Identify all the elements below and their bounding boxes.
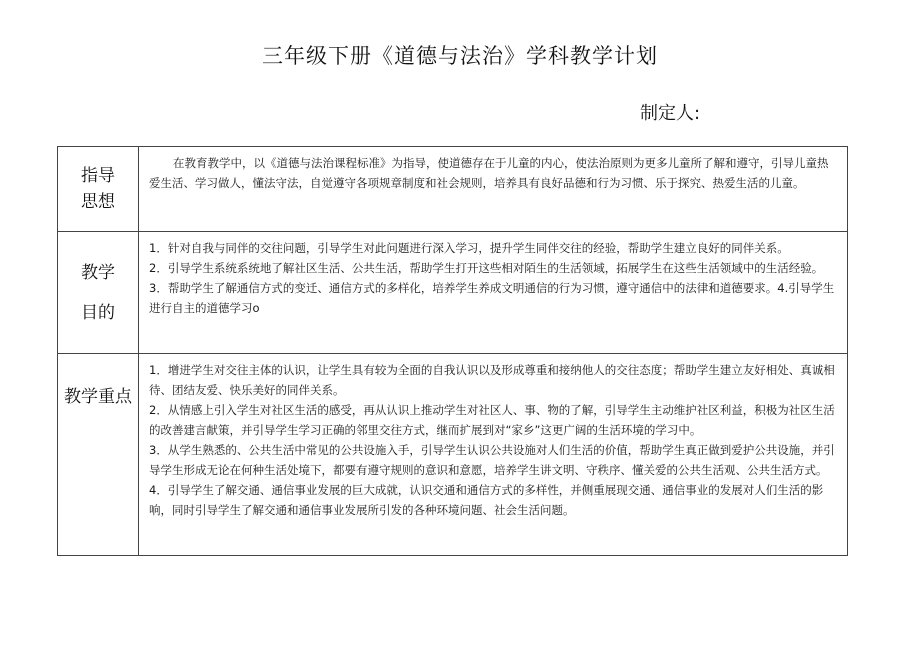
row-label-teaching-goals	[58, 232, 139, 354]
table-row	[58, 147, 848, 232]
row-label-guiding-thought	[58, 147, 139, 232]
label-line: 目的	[81, 302, 115, 323]
guiding-thought-content	[139, 147, 848, 232]
list-item: 1．增进学生对交往主体的认识，让学生具有较为全面的自我认识以及形成尊重和接纳他人的交往态度；帮助学生建立友好相处、真诚相待、团结友爱、快乐美好的同伴关系。	[149, 363, 835, 397]
plan-table	[57, 146, 848, 556]
list-item: 1．针对自我与同伴的交往问题，引导学生对此问题进行深入学习，提升学生同伴交往的经验，帮助学生建立良好的同伴关系。	[149, 241, 789, 255]
teaching-goals-content	[139, 232, 848, 354]
guiding-thought-paragraph: 在教育教学中，以《道德与法治课程标准》为指导，使道德存在于儿童的内心，使法治原则为更多儿童所了解和遵守，引导儿童热爱生活、学习做人，懂法守法，自觉遵守各项规章制度和社会规则，培养具有良好品德和行为习惯、乐于探究、热爱生活的儿童。	[149, 156, 829, 190]
author-label: 制定人:	[640, 103, 701, 124]
list-item: 3．帮助学生了解通信方式的变迁、通信方式的多样化，培养学生养成文明通信的行为习惯，遵守通信中的法律和道德要求。4.引导学生进行自主的道德学习o	[149, 281, 835, 315]
list-item: 2．从情感上引入学生对社区生活的感受，再从认识上推动学生对社区人、事、物的了解，引导学生主动维护社区利益，积极为社区生活的改善建言献策，并引导学生学习正确的邻里交往方式，继而扩展到对“家乡”这更广阔的生活环境的学习中。	[149, 403, 835, 437]
label-line: 教学重点	[64, 387, 132, 407]
label-line: 教学	[81, 262, 115, 283]
teaching-focus-content	[139, 354, 848, 556]
row-label-teaching-focus	[58, 354, 139, 556]
list-item: 3．从学生熟悉的、公共生活中常见的公共设施入手，引导学生认识公共设施对人们生活的价值，帮助学生真正做到爱护公共设施，并引导学生形成无论在何种生活处境下，都要有遵守规则的意识和意愿，培养学生讲文明、守秩序、懂关爱的公共生活观、公共生活方式。	[149, 443, 835, 477]
list-item: 4．引导学生了解交通、通信事业发展的巨大成就，认识交通和通信方式的多样性，并侧重展现交通、通信事业的发展对人们生活的影响，同时引导学生了解交通和通信事业发展所引发的各种环境问题、社会生活问题。	[149, 483, 824, 517]
list-item: 2．引导学生系统系统地了解社区生活、公共生活，帮助学生打开这些相对陌生的生活领域，拓展学生在这些生活领域中的生活经验。	[149, 261, 824, 275]
table-row	[58, 232, 848, 354]
page-title: 三年级下册《道德与法治》学科教学计划	[262, 44, 658, 68]
table-row	[58, 354, 848, 556]
label-line: 指导	[81, 166, 115, 186]
label-line: 思想	[81, 192, 115, 212]
